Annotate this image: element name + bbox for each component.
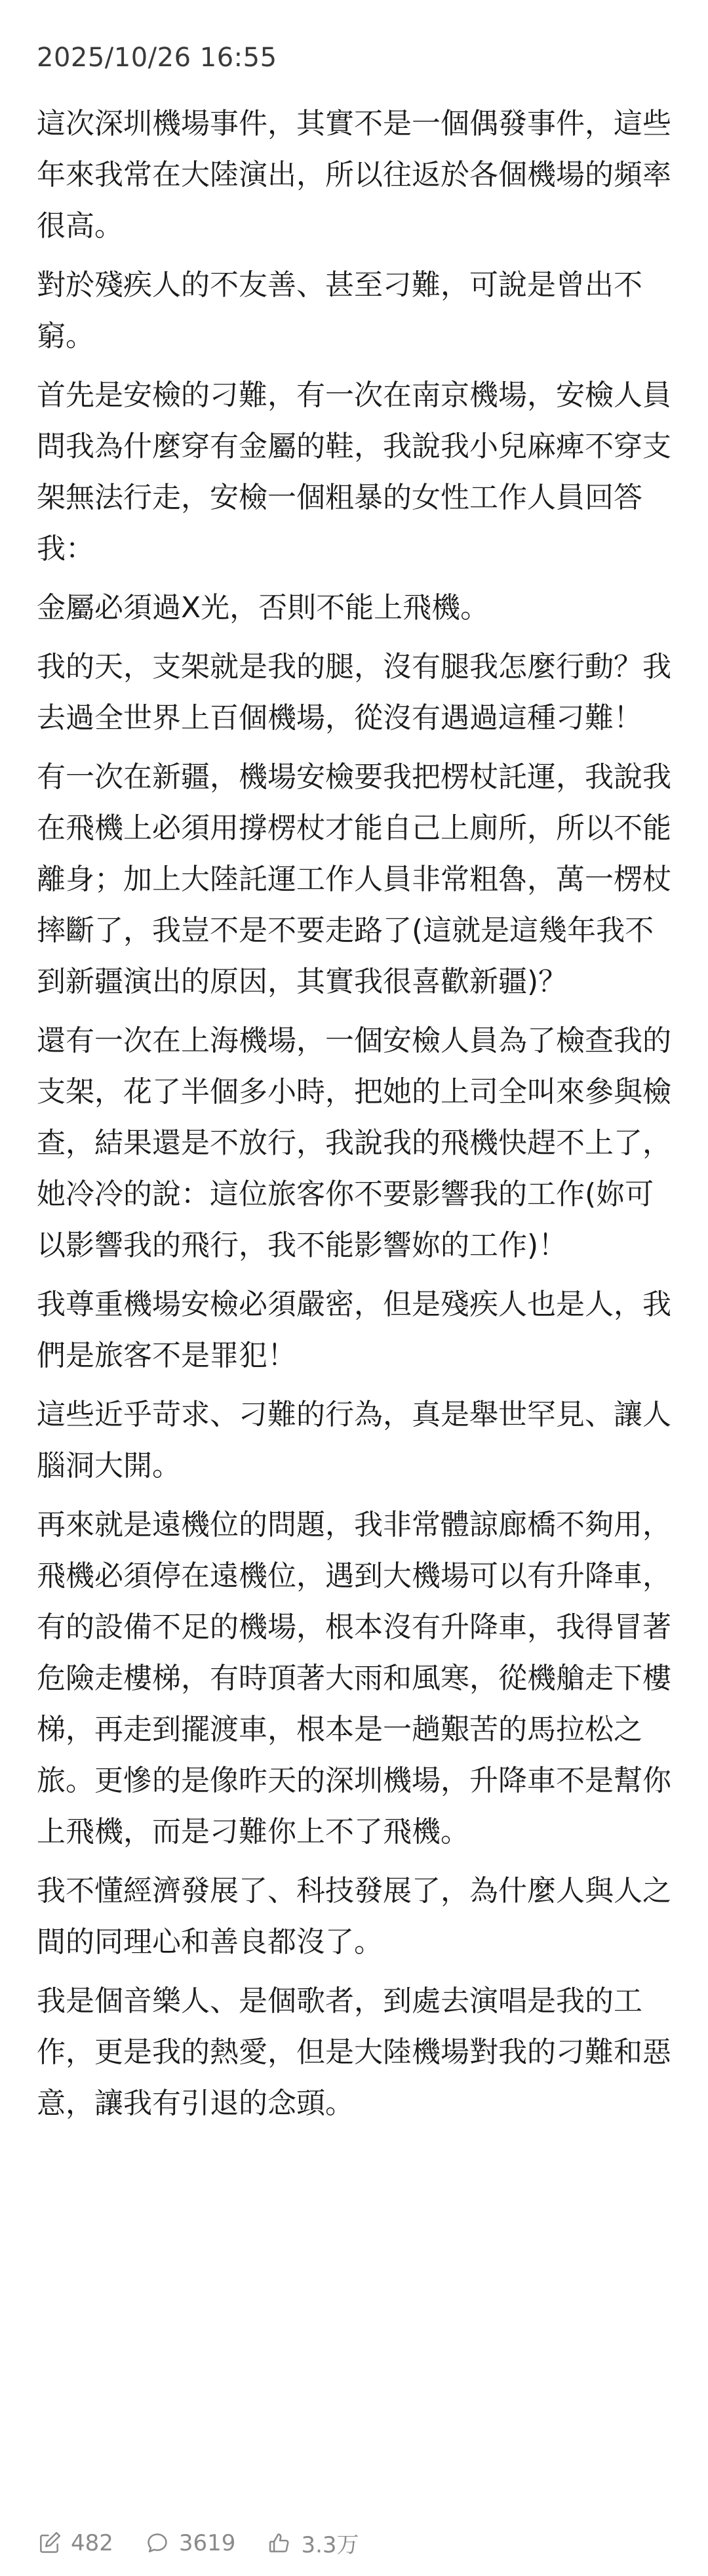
- post-paragraph: 這次深圳機場事件，其實不是一個偶發事件，這些年來我常在大陸演出，所以往返於各個機場的頻率很高。: [37, 107, 671, 243]
- like-count: 3.3万: [301, 2532, 359, 2558]
- post-paragraph: 我不懂經濟發展了、科技發展了，為什麼人與人之間的同理心和善良都沒了。: [37, 1874, 671, 1959]
- comment-icon: [145, 2531, 170, 2556]
- post-paragraph: 對於殘疾人的不友善、甚至刁難，可說是曾出不窮。: [37, 268, 642, 353]
- post-paragraph: 這些近乎苛求、刁難的行為，真是舉世罕見、讓人腦洞大開。: [37, 1398, 671, 1482]
- post-paragraph: 我是個音樂人、是個歌者，到處去演唱是我的工作，更是我的熱愛，但是大陸機場對我的刁難和惡意，讓我有引退的念頭。: [37, 1984, 671, 2120]
- post-paragraph: 我尊重機場安檢必須嚴密，但是殘疾人也是人，我們是旅客不是罪犯！: [37, 1288, 671, 1372]
- share-icon: [37, 2531, 62, 2556]
- post-paragraph: 還有一次在上海機場，一個安檢人員為了檢查我的支架，花了半個多小時，把她的上司全叫來參與檢查，結果還是不放行，我說我的飛機快趕不上了，她冷冷的說：這位旅客你不要影響我的工作(妳可以影響我的飛行，我不能影響妳的工作)！: [37, 1024, 671, 1262]
- post-body: [37, 98, 671, 2129]
- comment-button[interactable]: [145, 2524, 236, 2563]
- comment-count: 3619: [178, 2529, 236, 2556]
- post-action-bar: [0, 2510, 708, 2576]
- post-timestamp: 2025/10/26 16:55: [37, 43, 277, 73]
- post-paragraph: 我的天，支架就是我的腿，沒有腿我怎麼行動？我去過全世界上百個機場，從沒有遇過這種刁難！: [37, 650, 671, 735]
- thumbs-up-icon: [267, 2531, 292, 2556]
- repost-count: 482: [71, 2529, 113, 2556]
- like-button[interactable]: [267, 2524, 359, 2563]
- post-paragraph: 再來就是遠機位的問題，我非常體諒廊橋不夠用，飛機必須停在遠機位，遇到大機場可以有升降車，有的設備不足的機場，根本沒有升降車，我得冒著危險走樓梯，有時頂著大雨和風寒，從機艙走下樓梯，再走到擺渡車，根本是一趟艱苦的馬拉松之旅。更慘的是像昨天的深圳機場，升降車不是幫你上飛機，而是刁難你上不了飛機。: [37, 1508, 671, 1849]
- post-paragraph: 首先是安檢的刁難，有一次在南京機場，安檢人員問我為什麼穿有金屬的鞋，我說我小兒麻痺不穿支架無法行走，安檢一個粗暴的女性工作人員回答我：: [37, 378, 671, 565]
- repost-button[interactable]: [37, 2524, 113, 2563]
- post-header: [37, 38, 277, 77]
- post-paragraph: 有一次在新疆，機場安檢要我把楞杖託運，我說我在飛機上必須用撐楞杖才能自己上廁所，所以不能離身；加上大陸託運工作人員非常粗魯，萬一楞杖摔斷了，我豈不是不要走路了(這就是這幾年我不到新疆演出的原因，其實我很喜歡新疆)？: [37, 760, 671, 998]
- post-paragraph: 金屬必須過X光，否則不能上飛機。: [37, 591, 490, 624]
